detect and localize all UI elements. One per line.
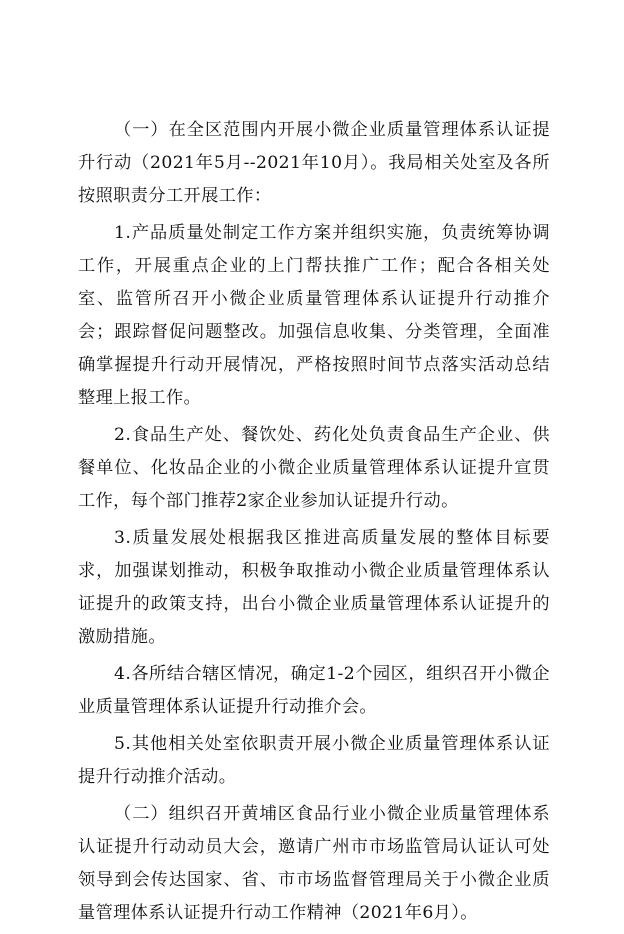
- item-4-paragraph: 4.各所结合辖区情况，确定1-2个园区，组织召开小微企业质量管理体系认证提升行动推介会。: [78, 664, 550, 717]
- item-3-paragraph: 3.质量发展处根据我区推进高质量发展的整体目标要求，加强谋划推动，积极争取推动小微企业质量管理体系认证提升的政策支持，出台小微企业质量管理体系认证提升的激励措施。: [78, 528, 550, 647]
- item-2-paragraph: 2.食品生产处、餐饮处、药化处负责食品生产企业、供餐单位、化妆品企业的小微企业质量管理体系认证提升宣贯工作，每个部门推荐2家企业参加认证提升行动。: [78, 425, 550, 511]
- document-body: [78, 114, 550, 934]
- section-1-intro-paragraph: （一）在全区范围内开展小微企业质量管理体系认证提升行动（2021年5月--2021年10月）。我局相关处室及各所按照职责分工开展工作：: [78, 120, 550, 206]
- section-2-paragraph: （二）组织召开黄埔区食品行业小微企业质量管理体系认证提升行动动员大会，邀请广州市市场监管局认证认可处领导到会传达国家、省、市市场监督管理局关于小微企业质量管理体系认证提升行动工作精神（2021年6月）。: [78, 804, 550, 923]
- item-5-paragraph: 5.其他相关处室依职责开展小微企业质量管理体系认证提升行动推介活动。: [78, 734, 550, 787]
- item-1-paragraph: 1.产品质量处制定工作方案并组织实施，负责统筹协调工作，开展重点企业的上门帮扶推广工作；配合各相关处室、监管所召开小微企业质量管理体系认证提升行动推介会；跟踪督促问题整改。加强信息收集、分类管理，全面准确掌握提升行动开展情况，严格按照时间节点落实活动总结整理上报工作。: [78, 223, 550, 408]
